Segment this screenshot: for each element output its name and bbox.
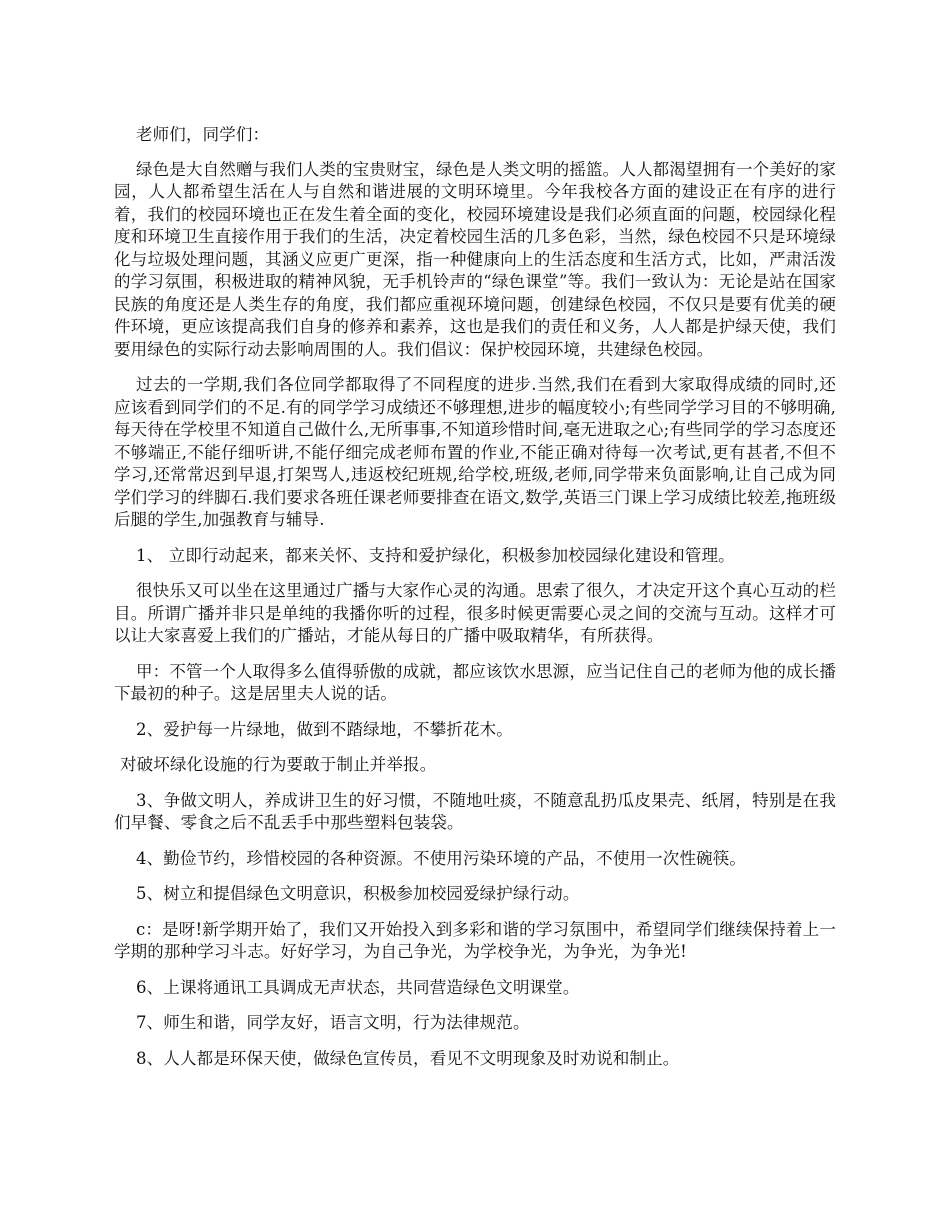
list-item-7: 7、师生和谐，同学友好，语言文明，行为法律规范。 [136,1013,530,1032]
paragraph-broadcast: 很快乐又可以坐在这里通过广播与大家作心灵的沟通。思索了很久，才决定开这个真心互动的栏目。所谓广播并非只是单纯的我播你听的过程，很多时候更需要心灵之间的交流与互动。这样才可以让大家喜爱上我们的广播站，才能从每日的广播中吸取精华，有所获得。 [114,581,836,645]
list-item-3: 3、争做文明人，养成讲卫生的好习惯，不随地吐痰，不随意乱扔瓜皮果壳、纸屑，特别是在我们早餐、零食之后不乱丢手中那些塑料包装袋。 [114,790,836,832]
list-item-1: 1、 立即行动起来，都来关怀、支持和爱护绿化，积极参加校园绿化建设和管理。 [136,545,735,565]
list-item-8: 8、人人都是环保天使，做绿色宣传员，看见不文明现象及时劝说和制止。 [136,1048,680,1068]
paragraph-report-damage: 对破坏绿化设施的行为要敢于制止并举报。 [120,755,437,774]
list-item-6: 6、上课将通讯工具调成无声状态，共同营造绿色文明课堂。 [136,977,580,997]
paragraph-last-semester: 过去的一学期,我们各位同学都取得了不同程度的进步.当然,我们在看到大家取得成绩的同时,还应该看到同学们的不足.有的同学学习成绩还不够理想,进步的幅度较小;有些同学学习目的不够明确,每天待在学校里不知道自己做什么,无所事事,不知道珍惜时间,毫无进取之心;有些同学的学习态度还不够端正,不能仔细听讲,不能仔细完成老师布置的作业,不能正确对待每一次考试,更有甚者,不但不学习,还常常迟到早退,打架骂人,违返校纪班规,给学校,班级,老师,同学带来负面影响,让自己成为同学们学习的绊脚石.我们要求各班任课老师要排查在语文,数学,英语三门课上学习成绩比较差,拖班级后腿的学生,加强教育与辅导. [114,375,836,529]
paragraph-new-semester: c：是呀!新学期开始了，我们又开始投入到多彩和谐的学习氛围中，希望同学们继续保持着上一学期的那种学习斗志。好好学习，为自己争光，为学校争光，为争光，为争光! [114,919,836,961]
paragraph-green-campus-intro: 绿色是大自然赠与我们人类的宝贵财宝，绿色是人类文明的摇篮。人人都渴望拥有一个美好的家园，人人都希望生活在人与自然和谐进展的文明环境里。今年我校各方面的建设正在有序的进行着，我们的校园环境也正在发生着全面的变化，校园环境建设是我们必须直面的问题，校园绿化程度和环境卫生直接作用于我们的生活，决定着校园生活的几多色彩，当然，绿色校园不只是环境绿化与垃圾处理问题，其涵义应更广更深，指一种健康向上的生活态度和生活方式，比如，严肃活泼的学习氛围，积极进取的精神风貌，无手机铃声的“绿色课堂”等。我们一致认为：无论是站在国家民族的角度还是人类生存的角度，我们都应重视环境问题，创建绿色校园，不仅只是要有优美的硬件环境，更应该提高我们自身的修养和素养，这也是我们的责任和义务，人人都是护绿天使，我们要用绿色的实际行动去影响周围的人。我们倡议：保护校园环境，共建绿色校园。 [114,159,836,359]
list-item-2: 2、爱护每一片绿地，做到不踏绿地，不攀折花木。 [136,719,513,739]
list-item-5: 5、树立和提倡绿色文明意识，积极参加校园爱绿护绿行动。 [136,884,580,903]
document-body [114,124,836,1083]
paragraph-quote: 甲：不管一个人取得多么值得骄傲的成就，都应该饮水思源，应当记住自己的老师为他的成长播下最初的种子。这是居里夫人说的话。 [114,661,836,703]
greeting-line: 老师们，同学们： [136,125,270,144]
list-item-4: 4、勤俭节约，珍惜校园的各种资源。不使用污染环境的产品，不使用一次性碗筷。 [136,848,747,868]
